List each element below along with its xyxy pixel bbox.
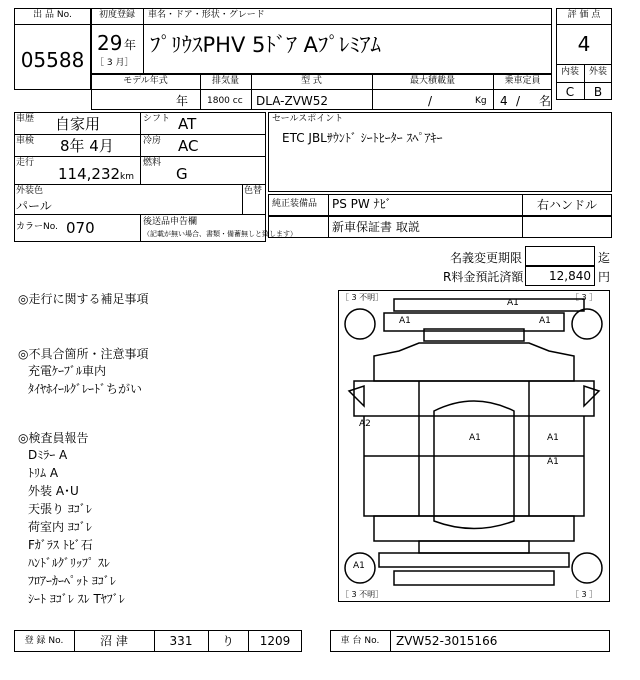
name-label: 車名・ドア・形状・グレード [148,10,265,20]
inspector-item: ﾄﾘﾑ A [28,466,59,480]
damage-mark: A1 [353,561,365,571]
color: パール [16,199,52,213]
history-label: 車歴 [16,114,35,124]
name-change-label: 名義変更期限 [450,251,523,265]
chassis-no: ZVW52-3015166 [396,634,498,648]
reg-number: 1209 [259,634,291,648]
damage-mark: A2 [359,419,371,429]
sales-points-label: セールスポイント [272,114,344,124]
reg-no-label: 登 録 No. [24,636,64,646]
aftermarket-note: （記載が無い場合、書類・備蓄無しと致します） [143,230,297,238]
inspection: 8年 4月 [60,137,114,155]
warranty: 新車保証書 取説 [332,220,420,234]
reg-class: 331 [169,634,193,648]
reg-year-unit: 年 [124,38,137,52]
inspector-item: 外装 A･U [28,484,79,498]
load-sep: / [428,94,433,108]
damage-mark: A1 [399,316,411,326]
capacity: 4 [500,94,508,108]
mileage-label: 走行 [16,158,35,168]
equipment: PS PW ﾅﾋﾞ [332,197,392,211]
capacity-unit: 名 [539,94,552,108]
inspector-title: ◎検査員報告 [18,431,89,445]
damage-mark: A1 [539,316,551,326]
first-reg-label: 初度登録 [98,10,135,20]
capacity-label: 乗車定員 [504,76,541,86]
repaint-label: 色替 [244,186,263,196]
displacement: 1800 cc [207,96,243,106]
car-diagram [338,290,610,602]
color-label: 外装色 [16,186,44,196]
tire-tag: ［ 3 不明］ [341,293,384,302]
name-change-box [525,246,595,266]
reg-region: 沼 津 [100,634,128,648]
ac: AC [178,137,199,155]
tire-tag: ［ 3 ］ [571,293,598,302]
reg-year: 29 [97,31,123,55]
fuel: G [176,165,188,183]
defects-title: ◎不具合箇所・注意事項 [18,347,149,361]
fuel-label: 燃料 [143,158,162,168]
reg-kana: り [221,634,234,648]
damage-mark: A1 [547,433,559,443]
inspector-item: ｼｰﾄ ﾖｺﾞﾚ ｽﾚ Tﾔﾌﾞﾚ [28,592,125,606]
inspection-label: 車検 [16,136,35,146]
sales-points: ETC JBLｻｳﾝﾄﾞ ｼｰﾄﾋｰﾀｰ ｽﾍﾟｱｷｰ [282,131,443,145]
name-change-unit: 迄 [598,251,611,265]
load-label: 最大積載量 [409,76,455,86]
driving-notes-title: ◎走行に関する補足事項 [18,292,149,306]
score: 4 [577,32,591,56]
load-unit: Kg [475,96,487,106]
shift: AT [178,115,197,133]
exterior-label: 外装 [588,67,607,77]
damage-mark: A1 [469,433,481,443]
shift-label: シフト [143,114,171,124]
interior-label: 内装 [560,67,579,77]
recycle-unit: 円 [598,270,611,284]
car-outline-svg [339,291,609,601]
tire-tag: ［ 3 不明］ [341,590,384,599]
inspector-item: ﾊﾝﾄﾞﾙｸﾞﾘｯﾌﾟ ｽﾚ [28,556,110,570]
defect-item: 充電ｹｰﾌﾞﾙ車内 [28,364,107,378]
tire-tag: ［ 3 ］ [571,590,598,599]
lot-no: 05588 [20,48,85,72]
mileage: 114,232 [58,165,121,183]
recycle-amount: 12,840 [549,269,591,283]
score-label: 評 価 点 [567,10,601,20]
aftermarket-label: 後送品申告欄 [143,217,198,227]
lot-no-label: 出 品 No. [33,10,72,20]
inspector-item: 荷室内 ﾖｺﾞﾚ [28,520,92,534]
damage-mark: A1 [507,298,519,308]
inspector-item: Fｶﾞﾗｽ ﾄﾋﾞ石 [28,538,93,552]
type-label: 型 式 [301,76,322,86]
reg-month: ［ 3 月］ [95,58,134,68]
model-year-unit: 年 [176,94,189,108]
history: 自家用 [55,115,101,133]
inspector-item: Dﾐﾗｰ A [28,448,68,462]
handle: 右ハンドル [536,198,597,212]
color-no-label: カラーNo. [16,222,58,232]
recycle-label: R料金預託済額 [443,270,524,284]
interior-grade: C [565,85,575,99]
model-year-label: モデル年式 [123,76,168,86]
inspector-item: 天張り ﾖｺﾞﾚ [28,502,92,516]
exterior-grade: B [593,85,603,99]
color-no: 070 [66,219,95,237]
inspector-item: ﾌﾛｱｰｶｰﾍﾟｯﾄ ﾖｺﾞﾚ [28,574,116,588]
displacement-label: 排気量 [211,76,239,86]
ac-label: 冷房 [143,136,162,146]
equipment-label: 純正装備品 [272,199,318,209]
mileage-unit: km [120,172,134,182]
chassis-label: 車 台 No. [340,636,380,646]
warranty-box [268,216,612,238]
model-type: DLA-ZVW52 [256,94,329,108]
defect-item: ﾀｲﾔﾎｲｰﾙｸﾞﾚｰﾄﾞちがい [28,382,143,396]
car-name: ﾌﾟﾘｳｽPHV 5ﾄﾞｱ Aﾌﾟﾚﾐｱﾑ [150,33,381,57]
damage-mark: A1 [547,457,559,467]
capacity-sep: / [516,94,521,108]
